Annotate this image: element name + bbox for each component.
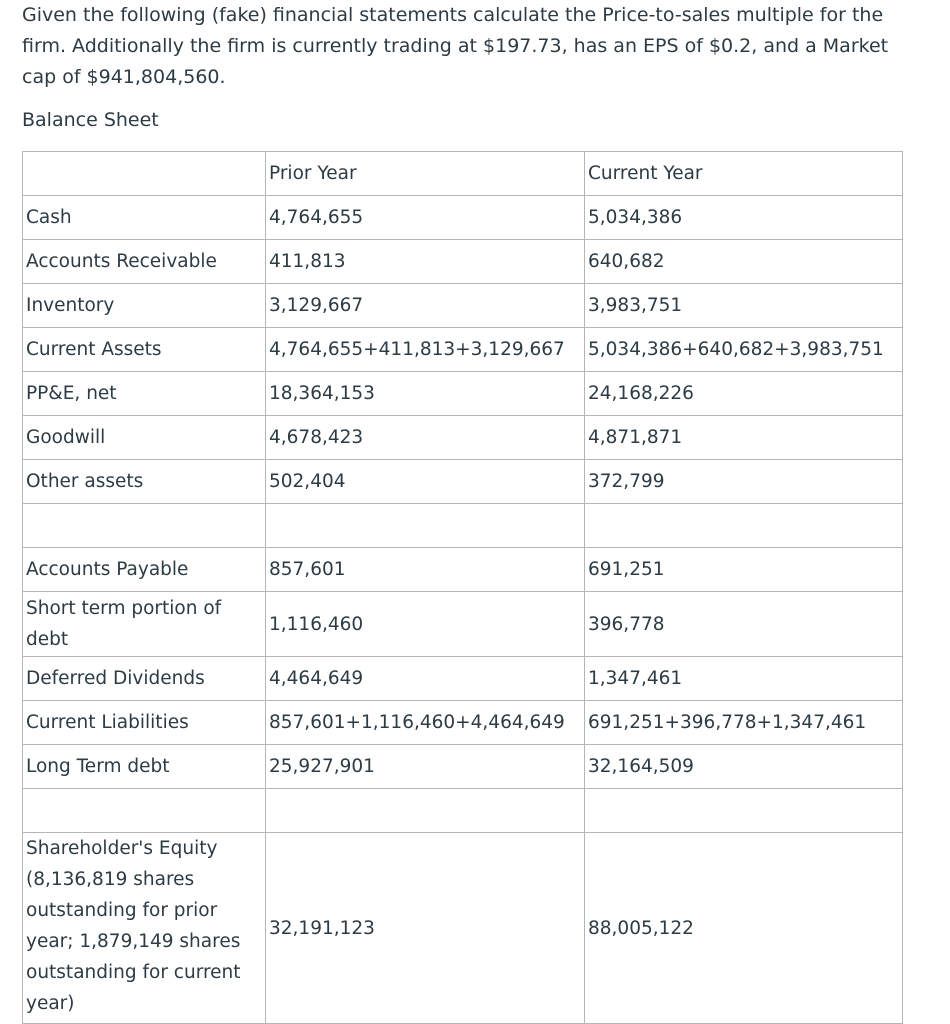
row-label: Goodwill	[23, 416, 266, 460]
section-title: Balance Sheet	[22, 109, 159, 131]
row-label: Cash	[23, 196, 266, 240]
row-label: PP&E, net	[23, 372, 266, 416]
current-year-value: 396,778	[585, 592, 903, 657]
header-cell-current-year: Current Year	[585, 152, 903, 196]
table-row-empty	[23, 504, 903, 548]
current-year-value	[585, 504, 903, 548]
prior-year-value: 18,364,153	[266, 372, 585, 416]
table-row	[23, 240, 903, 284]
row-label: Shareholder's Equity (8,136,819 shares outstanding for prior year; 1,879,149 shares outstanding for current year)	[23, 833, 266, 1024]
table-row	[23, 833, 903, 1024]
current-year-value: 3,983,751	[585, 284, 903, 328]
table-header-row	[23, 152, 903, 196]
table-row	[23, 284, 903, 328]
row-label	[23, 789, 266, 833]
table-row	[23, 548, 903, 592]
row-label: Short term portion of debt	[23, 592, 266, 657]
current-year-value: 640,682	[585, 240, 903, 284]
row-label: Accounts Payable	[23, 548, 266, 592]
prior-year-value: 4,464,649	[266, 657, 585, 701]
current-year-value: 88,005,122	[585, 833, 903, 1024]
table-row	[23, 196, 903, 240]
header-cell-label	[23, 152, 266, 196]
row-label: Long Term debt	[23, 745, 266, 789]
table-row	[23, 328, 903, 372]
header-cell-prior-year: Prior Year	[266, 152, 585, 196]
current-year-value: 5,034,386+640,682+3,983,751	[585, 328, 903, 372]
table-row	[23, 657, 903, 701]
current-year-value: 4,871,871	[585, 416, 903, 460]
prior-year-value: 1,116,460	[266, 592, 585, 657]
table-row	[23, 460, 903, 504]
current-year-value: 32,164,509	[585, 745, 903, 789]
table-row	[23, 592, 903, 657]
prior-year-value: 411,813	[266, 240, 585, 284]
table-row	[23, 701, 903, 745]
table-row-empty	[23, 789, 903, 833]
current-year-value: 691,251+396,778+1,347,461	[585, 701, 903, 745]
row-label: Inventory	[23, 284, 266, 328]
row-label: Accounts Receivable	[23, 240, 266, 284]
current-year-value: 24,168,226	[585, 372, 903, 416]
row-label: Current Assets	[23, 328, 266, 372]
current-year-value: 5,034,386	[585, 196, 903, 240]
row-label: Other assets	[23, 460, 266, 504]
table-row	[23, 745, 903, 789]
row-label	[23, 504, 266, 548]
prior-year-value	[266, 789, 585, 833]
prior-year-value: 4,678,423	[266, 416, 585, 460]
current-year-value: 372,799	[585, 460, 903, 504]
current-year-value: 691,251	[585, 548, 903, 592]
prior-year-value	[266, 504, 585, 548]
prior-year-value: 32,191,123	[266, 833, 585, 1024]
balance-sheet-table	[22, 151, 903, 1024]
row-label: Current Liabilities	[23, 701, 266, 745]
prior-year-value: 4,764,655+411,813+3,129,667	[266, 328, 585, 372]
prior-year-value: 4,764,655	[266, 196, 585, 240]
table-row	[23, 372, 903, 416]
prior-year-value: 857,601	[266, 548, 585, 592]
prior-year-value: 3,129,667	[266, 284, 585, 328]
current-year-value	[585, 789, 903, 833]
row-label: Deferred Dividends	[23, 657, 266, 701]
prior-year-value: 857,601+1,116,460+4,464,649	[266, 701, 585, 745]
prior-year-value: 25,927,901	[266, 745, 585, 789]
table-row	[23, 416, 903, 460]
prior-year-value: 502,404	[266, 460, 585, 504]
question-text: Given the following (fake) financial statements calculate the Price-to-sales multiple for the firm. Additionally the firm is currently trading at $197.73, has an EPS of $0.2, and a Market cap of $941,804,560.	[22, 4, 889, 88]
current-year-value: 1,347,461	[585, 657, 903, 701]
